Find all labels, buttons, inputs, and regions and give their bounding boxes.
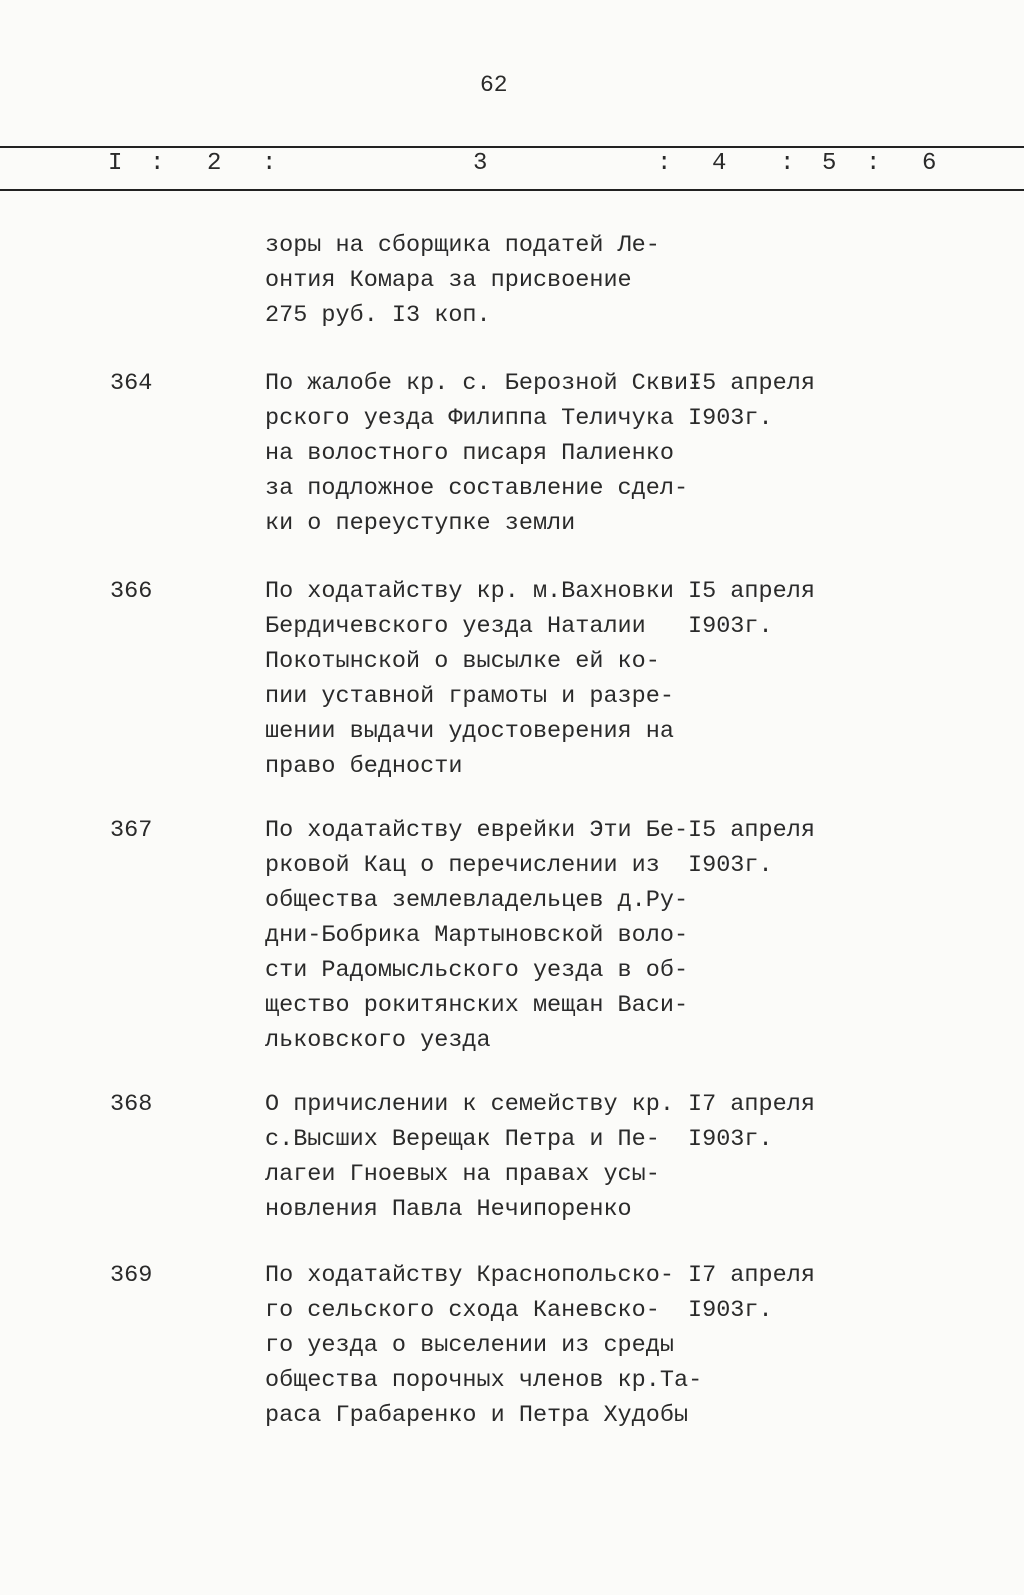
description-line: По ходатайству кр. м.Вахновки — [265, 578, 674, 605]
description-line: шении выдачи удостоверения на — [265, 718, 674, 745]
description-line: право бедности — [265, 753, 463, 780]
description-line: По ходатайству Краснопольско- — [265, 1262, 674, 1289]
entry-description — [265, 1087, 674, 1227]
description-line: на волостного писаря Палиенко — [265, 440, 674, 467]
description-line: рского уезда Филиппа Теличука — [265, 405, 674, 432]
date-line: I5 апреля — [688, 370, 815, 397]
description-line: новления Павла Нечипоренко — [265, 1196, 632, 1223]
column-separator: : — [150, 150, 165, 177]
column-header-6: 6 — [922, 150, 937, 177]
description-line: По жалобе кр. с. Берозной Скви- — [265, 370, 703, 397]
entry-number: 368 — [110, 1091, 153, 1118]
description-line: пии уставной грамоты и разре- — [265, 683, 674, 710]
description-line: сти Радомысльского уезда в об- — [265, 957, 689, 984]
entry-number: 364 — [110, 370, 153, 397]
date-line: I5 апреля — [688, 817, 815, 844]
description-line: го сельского схода Каневско- — [265, 1297, 660, 1324]
column-header-3: 3 — [473, 150, 488, 177]
entry-description — [265, 366, 702, 541]
description-line: с.Высших Верещак Петра и Пе- — [265, 1126, 660, 1153]
description-line: общества землевладельцев д.Ру- — [265, 887, 689, 914]
column-header-1: I — [108, 150, 123, 177]
entry-date — [688, 1258, 815, 1328]
date-line: I7 апреля — [688, 1091, 815, 1118]
date-line: I5 апреля — [688, 578, 815, 605]
description-line: Покотынской о высылке ей ко- — [265, 648, 660, 675]
column-header-5: 5 — [822, 150, 837, 177]
entry-number: 369 — [110, 1262, 153, 1289]
entry-date — [688, 1087, 815, 1157]
entry-date — [688, 366, 815, 436]
entry-date — [688, 574, 815, 644]
column-separator: : — [780, 150, 795, 177]
page-number: 62 — [480, 72, 508, 98]
date-line: I903г. — [688, 405, 773, 432]
description-line: рковой Кац о перечислении из — [265, 852, 660, 879]
header-rule-top — [0, 146, 1024, 148]
date-line: I903г. — [688, 1126, 773, 1153]
column-header-4: 4 — [712, 150, 727, 177]
entry-description — [265, 228, 660, 333]
entry-description — [265, 574, 674, 784]
description-line: го уезда о выселении из среды — [265, 1332, 674, 1359]
description-line: лагеи Гноевых на правах усы- — [265, 1161, 660, 1188]
description-line: ки о переуступке земли — [265, 510, 576, 537]
date-line: I903г. — [688, 1297, 773, 1324]
description-line: О причислении к семейству кр. — [265, 1091, 674, 1118]
description-line: зоры на сборщика податей Ле- — [265, 232, 660, 259]
column-separator: : — [657, 150, 672, 177]
column-separator: : — [866, 150, 881, 177]
entry-number: 366 — [110, 578, 153, 605]
description-line: дни-Бобрика Мартыновской воло- — [265, 922, 689, 949]
date-line: I7 апреля — [688, 1262, 815, 1289]
date-line: I903г. — [688, 613, 773, 640]
description-line: щество рокитянских мещан Васи- — [265, 992, 689, 1019]
date-line: I903г. — [688, 852, 773, 879]
column-header-2: 2 — [207, 150, 222, 177]
description-line: раса Грабаренко и Петра Худобы — [265, 1402, 689, 1429]
entry-number: 367 — [110, 817, 153, 844]
description-line: онтия Комара за присвоение — [265, 267, 632, 294]
description-line: общества порочных членов кр.Та- — [265, 1367, 703, 1394]
entry-description — [265, 813, 688, 1058]
description-line: за подложное составление сдел- — [265, 475, 689, 502]
description-line: Бердичевского уезда Наталии — [265, 613, 646, 640]
column-separator: : — [262, 150, 277, 177]
description-line: льковского уезда — [265, 1027, 491, 1054]
entry-description — [265, 1258, 702, 1433]
description-line: 275 руб. I3 коп. — [265, 302, 491, 329]
header-rule-bottom — [0, 189, 1024, 191]
description-line: По ходатайству еврейки Эти Бе- — [265, 817, 689, 844]
entry-date — [688, 813, 815, 883]
